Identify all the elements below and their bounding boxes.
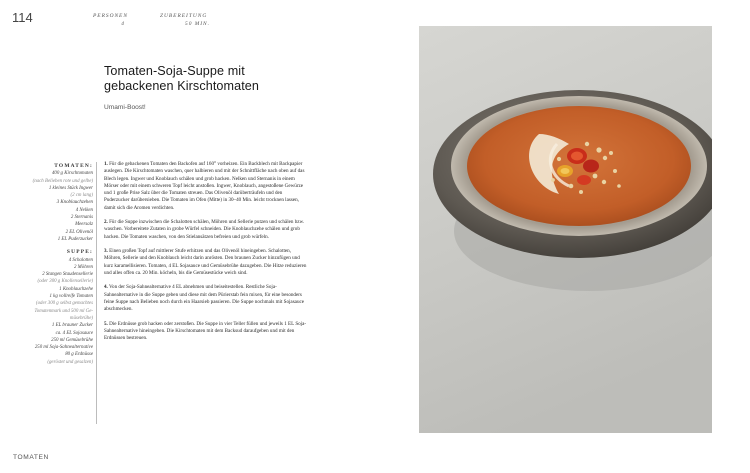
- ingredient-item: 1 EL Puderzucker: [57, 236, 93, 242]
- ingredient-heading-tomatoes: TOMATEN:: [54, 163, 93, 169]
- ingredient-item: ca. 4 EL Sojasauce: [55, 330, 93, 336]
- ingredient-item: 1 kleines Stück Ingwer: [48, 185, 93, 191]
- ingredient-note: (2 cm lang): [70, 193, 93, 199]
- section-footer: TOMATEN: [13, 454, 49, 461]
- step-text: Für die Suppe inzwischen die Schalotten schälen, Möhren und Sellerie putzen und schälen bzw. waschen. Vorbereitete Zutaten in grobe Würfel schneiden. Die Knoblauchzehe schälen und grob hacken. Die Tomaten waschen, von den Stielansätzen befreien und grob würfeln.: [104, 219, 305, 240]
- ingredient-note: (oder 300 g selbst gemachtes: [35, 301, 93, 307]
- ingredient-item: 250 ml Gemüsebrühe: [51, 337, 93, 343]
- step-number: 5.: [104, 320, 108, 327]
- prep-time-value: 50 MIN.: [185, 21, 210, 27]
- ingredient-note: (nach Belieben rote und gelbe): [32, 178, 93, 184]
- ingredient-item: 80 g Erdnüsse: [65, 352, 93, 358]
- recipe-title-line-2: gebackenen Kirschtomaten: [104, 79, 260, 93]
- step-number: 3.: [104, 248, 108, 255]
- step-3: [104, 248, 308, 277]
- column-divider: [96, 162, 97, 424]
- recipe-subtitle: Umami-Boost!: [104, 104, 146, 111]
- prep-time-label: ZUBEREITUNG: [160, 13, 208, 19]
- step-text: Einen großen Topf auf mittlerer Stufe erhitzen und das Olivenöl hineingeben. Schalotten, Möhren, Sellerie und den Knoblauch leicht darin anrösten. Den braunen Zucker hinzufügen und kurz karamellisieren. Tomaten, 4 EL Sojasauce und Gemüsebrühe dazugeben. Die Hitze reduzieren und alles offen ca. 20 Min. köcheln, bis die Gemüsestücke weich sind.: [104, 248, 307, 276]
- ingredient-heading-soup: SUPPE:: [66, 249, 93, 256]
- step-text: Von der Soja-Sahnealternative 4 EL abnehmen und beiseitestellen. Restliche Soja-Sahnealternative in die Suppe geben und diese mit dem Pürierstab fein mixen, für eine besonders feine Suppe nach Belieben noch durch ein Haarsieb passieren. Die Suppe nochmals mit Sojasauce abschmecken.: [104, 284, 305, 313]
- step-text: Für die gebackenen Tomaten den Backofen auf 160° vorheizen. Ein Backblech mit Backpapier auslegen. Die Kirschtomaten waschen, quer halbieren und mit der Schnittfläche nach oben auf das Blech legen. Ingwer und Knoblauch schälen und grob hacken. Nelken und Sternanis in einem Mörser oder mit einem schweren Topf leicht anstoßen. Ingwer, Knoblauch, angestoßene Gewürze und 1 große Prise Salz über die Tomaten streuen. Das Olivenöl darüberträufeln und den Puderzucker darübersieben. Die Tomaten im Ofen (Mitte) in 30–40 Min. leicht trocknen lassen, damit sich die Aromen verdichten.: [104, 161, 305, 211]
- ingredient-item: 4 Schalotten: [68, 257, 93, 263]
- preparation-steps: [104, 161, 308, 350]
- servings-info: [93, 12, 128, 28]
- step-5: [104, 321, 308, 343]
- step-1: [104, 161, 308, 212]
- ingredient-note: (geröstet und gesalzen): [47, 359, 93, 365]
- ingredient-group-soup: [10, 257, 93, 366]
- step-number: 1.: [104, 161, 108, 167]
- page-number: 114: [12, 10, 33, 25]
- ingredient-item: 1 EL brauner Zucker: [51, 323, 93, 329]
- ingredient-item: 2 EL Olivenöl: [65, 229, 93, 235]
- ingredient-item: 1 Knoblauchzehe: [59, 286, 93, 292]
- servings-value: 4: [121, 21, 125, 27]
- ingredient-item: 4 Nelken: [75, 207, 93, 213]
- ingredient-item: 1 kg vollreife Tomaten: [49, 294, 93, 300]
- ingredient-item: 2 Sternanis: [70, 215, 93, 221]
- ingredient-note: (oder 300 g Knollensellerie): [37, 279, 93, 285]
- step-number: 4.: [104, 284, 108, 291]
- ingredient-item: Meersalz: [75, 222, 93, 228]
- ingredient-group-tomatoes: [10, 170, 93, 243]
- soup-surface: [467, 106, 691, 226]
- step-2: [104, 219, 308, 241]
- recipe-title-line-1: Tomaten-Soja-Suppe mit: [104, 64, 245, 78]
- ingredient-list: [10, 163, 93, 366]
- recipe-title: [104, 64, 304, 94]
- servings-label: PERSONEN: [93, 13, 128, 19]
- ingredient-note: müsebrühe): [69, 315, 93, 321]
- ingredient-item: 400 g Kirschtomaten: [51, 171, 93, 177]
- soup-bowl-photo: [419, 26, 712, 433]
- ingredient-note: Tomatenmark und 500 ml Ge-: [34, 308, 93, 314]
- step-text: Die Erdnüsse grob hacken oder zerstoßen. Die Suppe in vier Teller füllen und jeweils 1 EL Soja-Sahnealternative hineingeben. Die Kirschtomaten mit dem Backsud daraufgeben und mit den Erdnüssen bestreuen.: [104, 320, 307, 342]
- ingredient-item: 2 Möhren: [74, 264, 93, 270]
- prep-time-info: [160, 12, 210, 28]
- ingredient-item: 3 Knoblauchzehen: [56, 200, 93, 206]
- ingredient-item: 250 ml Soja-Sahnealternative: [34, 345, 93, 351]
- ingredient-item: 2 Stangen Staudensellerie: [42, 272, 93, 278]
- step-4: [104, 284, 308, 313]
- step-number: 2.: [104, 219, 108, 226]
